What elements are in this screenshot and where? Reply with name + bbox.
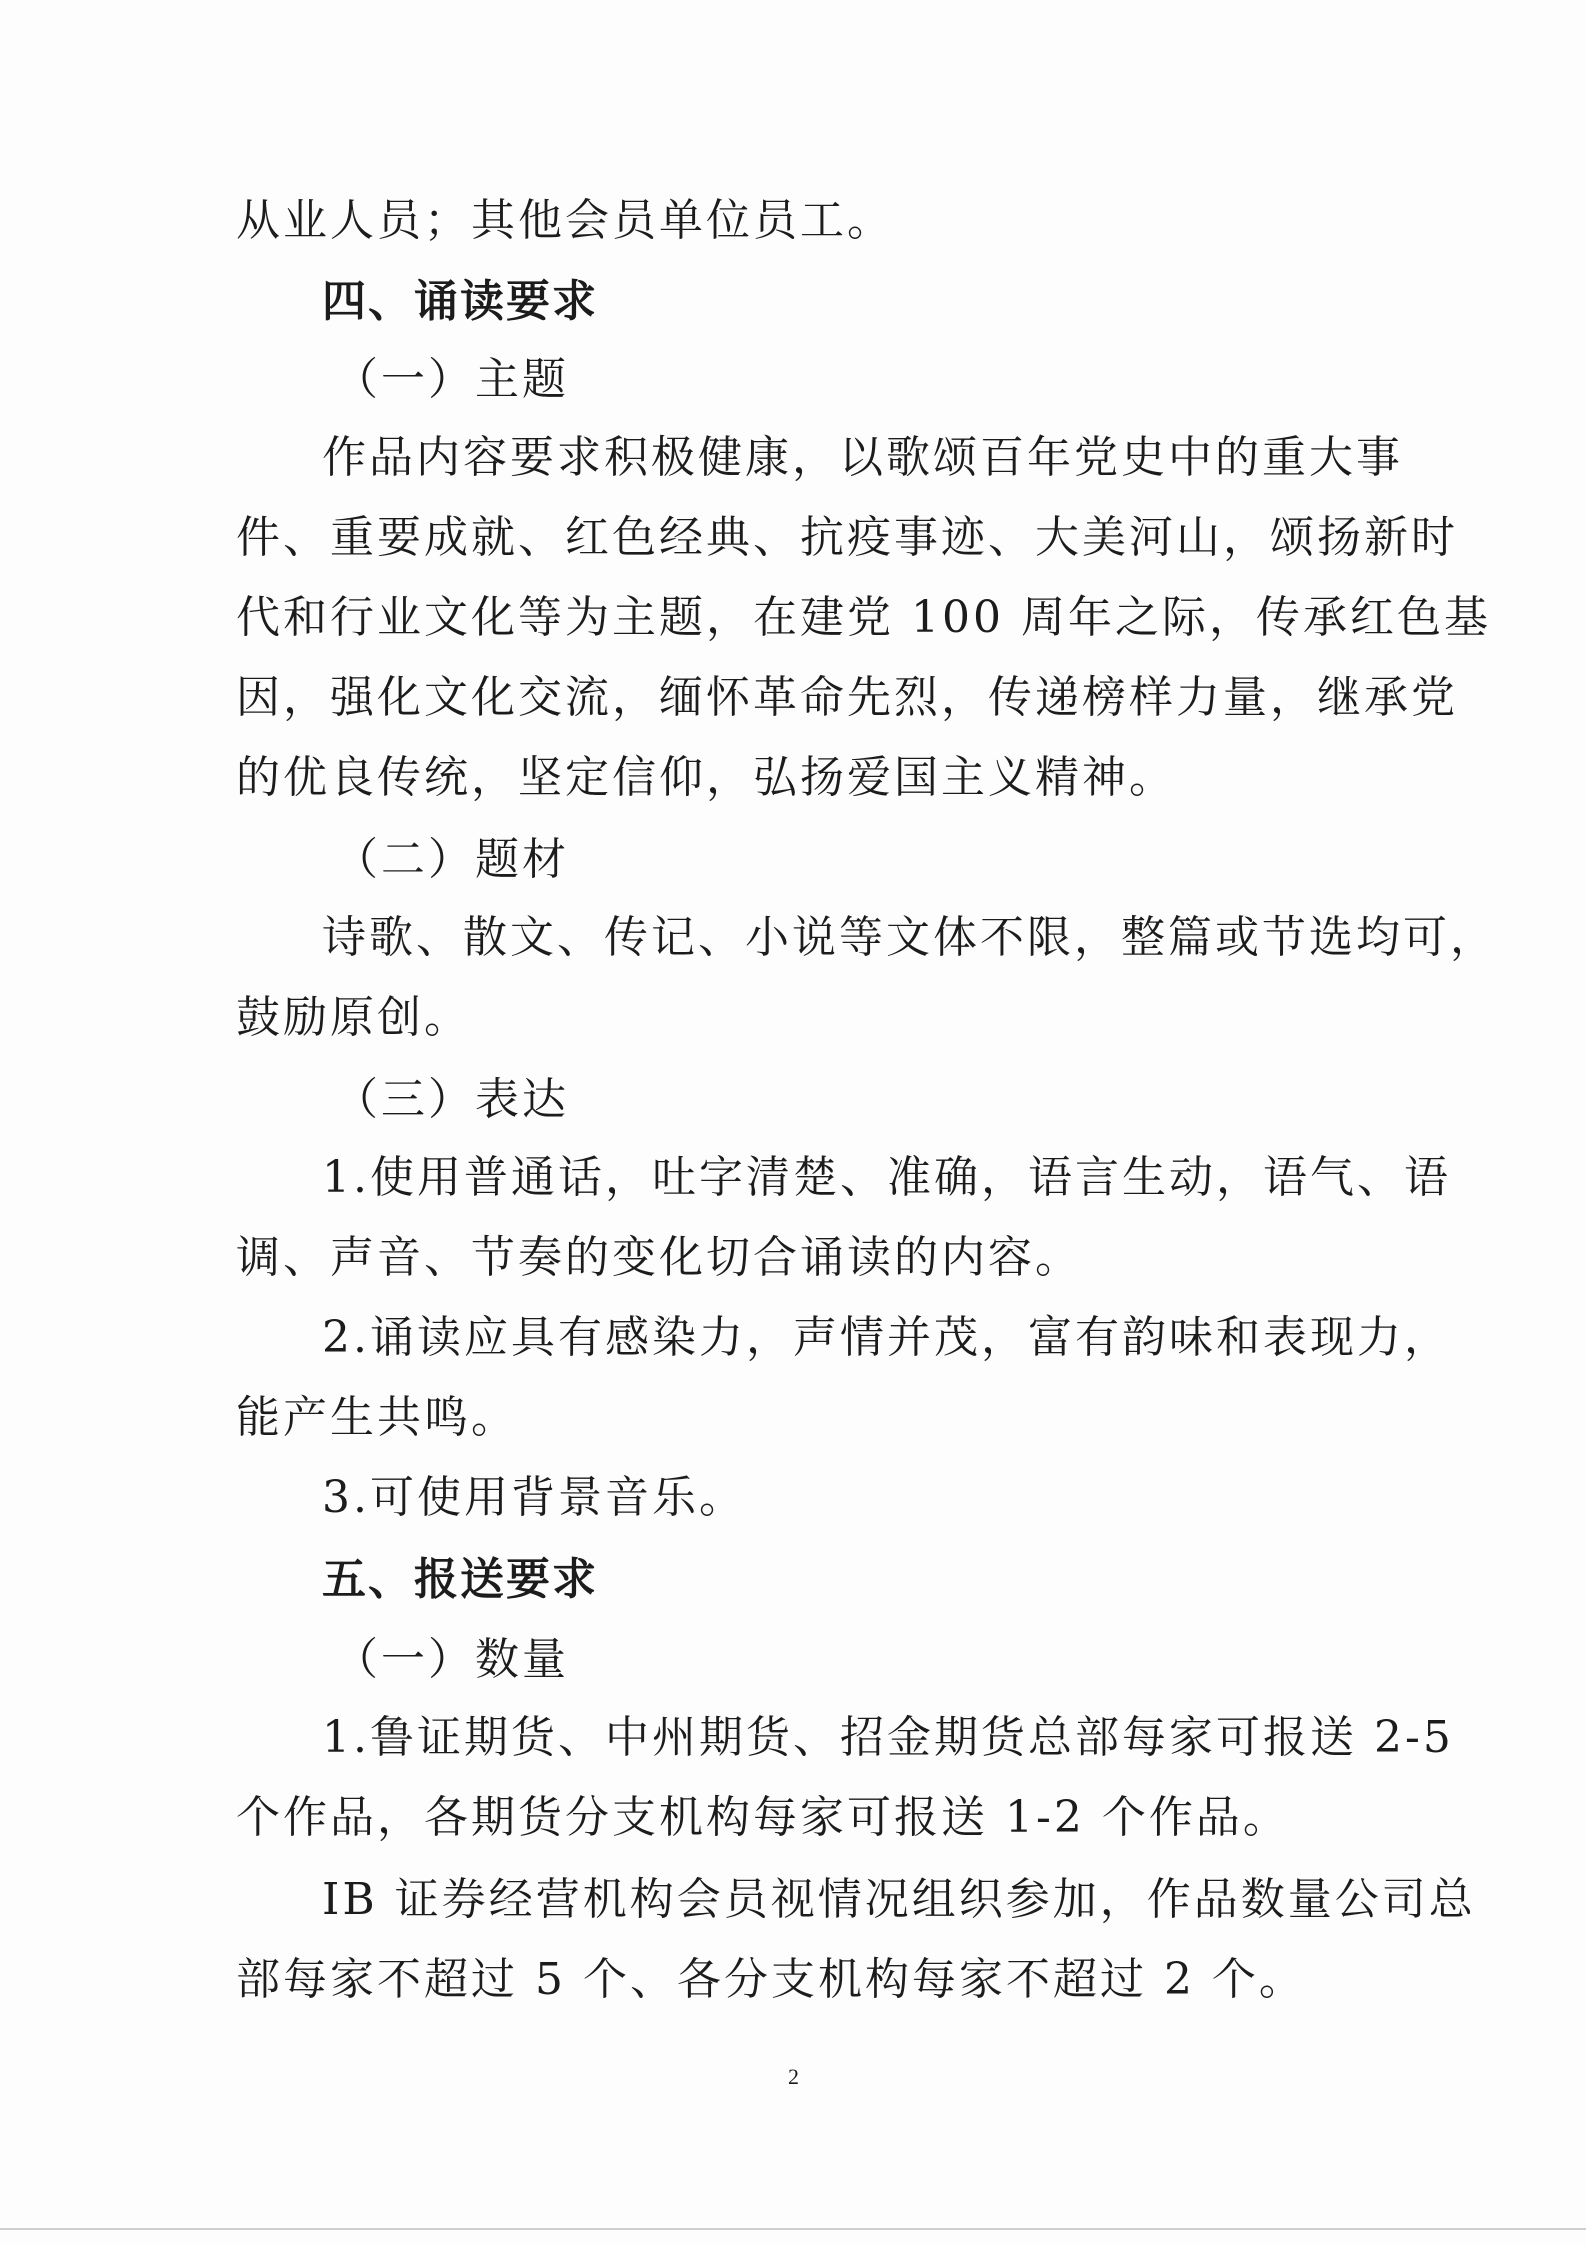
paragraph-line: 调、声音、节奏的变化切合诵读的内容。: [236, 1232, 1082, 1283]
paragraph-line: 的优良传统，坚定信仰，弘扬爱国主义精神。: [236, 752, 1176, 803]
page-number: 2: [788, 2064, 799, 2089]
paragraph-line: 诗歌、散文、传记、小说等文体不限，整篇或节选均可，: [322, 912, 1497, 963]
section-heading-4: 四、诵读要求: [322, 276, 598, 327]
paragraph-line: 因，强化文化交流，缅怀革命先烈，传递榜样力量，继承党: [236, 672, 1458, 723]
scan-edge-line: [0, 2228, 1586, 2230]
paragraph-line: 3.可使用背景音乐。: [322, 1472, 746, 1523]
subsection-heading-material: （二）题材: [334, 834, 569, 885]
paragraph-line: 1.鲁证期货、中州期货、招金期货总部每家可报送 2-5: [322, 1712, 1454, 1763]
subsection-heading-expression: （三）表达: [334, 1074, 569, 1125]
paragraph-line: 鼓励原创。: [236, 992, 471, 1043]
paragraph-line: 1.使用普通话，吐字清楚、准确，语言生动，语气、语: [322, 1152, 1451, 1203]
subsection-heading-theme: （一）主题: [334, 354, 569, 405]
paragraph-line: IB 证券经营机构会员视情况组织参加，作品数量公司总: [322, 1874, 1476, 1925]
paragraph-line: 部每家不超过 5 个、各分支机构每家不超过 2 个。: [236, 1954, 1306, 2005]
paragraph-line: 能产生共鸣。: [236, 1392, 518, 1443]
section-heading-5: 五、报送要求: [322, 1554, 598, 1605]
paragraph-line: 个作品，各期货分支机构每家可报送 1-2 个作品。: [236, 1792, 1290, 1843]
paragraph-line: 件、重要成就、红色经典、抗疫事迹、大美河山，颂扬新时: [236, 512, 1458, 563]
paragraph-line: 代和行业文化等为主题，在建党 100 周年之际，传承红色基: [236, 592, 1491, 643]
paragraph-line: 2.诵读应具有感染力，声情并茂，富有韵味和表现力，: [322, 1312, 1451, 1363]
paragraph-line: 作品内容要求积极健康，以歌颂百年党史中的重大事: [322, 432, 1403, 483]
paragraph-line: 从业人员；其他会员单位员工。: [236, 195, 894, 246]
subsection-heading-quantity: （一）数量: [334, 1634, 569, 1685]
